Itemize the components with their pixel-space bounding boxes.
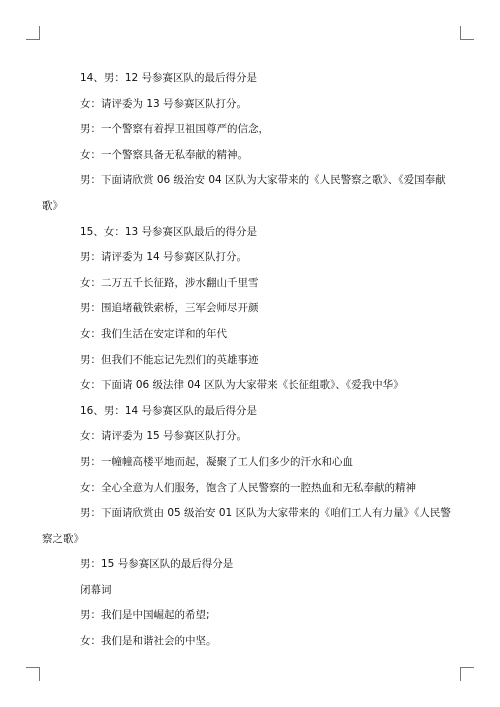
text-line: 女：我们生活在安定详和的年代 — [80, 327, 227, 340]
text-line: 女：全心全意为人们服务，饱含了人民警察的一腔热血和无私奉献的精神 — [80, 481, 416, 494]
text-line: 16、男：14 号参赛区队的最后得分是 — [80, 404, 258, 417]
text-line: 15、女：13 号参赛区队最后的得分是 — [80, 225, 258, 238]
text-line: 男：但我们不能忘记先烈们的英雄事迹 — [80, 353, 259, 366]
corner-mark-bottom-right — [460, 667, 474, 681]
corner-mark-bottom-left — [26, 667, 40, 681]
text-line: 男：下面请欣赏由 05 级治安 01 区队为大家带来的《咱们工人有力量》《人民警 察之歌》 — [42, 507, 451, 545]
document-body — [42, 66, 451, 655]
text-line: 男：下面请欣赏 06 级治安 04 区队为大家带来的《人民警察之歌》、《爱国奉献 歌》 — [42, 174, 446, 212]
text-line: 男：一个警察有着捍卫祖国尊严的信念， — [80, 123, 269, 136]
text-line: 男：我们是中国崛起的希望; — [80, 609, 210, 622]
corner-mark-top-left — [26, 26, 40, 40]
text-line: 女：二万五千长征路，涉水翻山千里雪 — [80, 276, 259, 289]
text-line: 女：请评委为 15 号参赛区队打分。 — [80, 430, 248, 443]
text-line: 女：我们是和谐社会的中坚。 — [80, 635, 217, 648]
text-line: 男：一幢幢高楼平地而起，凝聚了工人们多少的汗水和心血 — [80, 455, 353, 468]
text-line: 女：下面请 06 级法律 04 区队为大家带来《长征组歌》、《爱我中华》 — [80, 379, 404, 392]
text-line: 男：围追堵截铁索桥，三军会师尽开颜 — [80, 302, 259, 315]
text-line: 男：请评委为 14 号参赛区队打分。 — [80, 251, 248, 264]
text-line: 男：15 号参赛区队的最后得分是 — [80, 558, 234, 571]
text-line: 女：请评委为 13 号参赛区队打分。 — [80, 97, 248, 110]
text-line: 14、男：12 号参赛区队的最后得分是 — [80, 72, 258, 84]
section-heading: 闭幕词 — [80, 583, 112, 596]
corner-mark-top-right — [460, 26, 474, 40]
text-line: 女：一个警察具备无私奉献的精神。 — [80, 148, 248, 161]
